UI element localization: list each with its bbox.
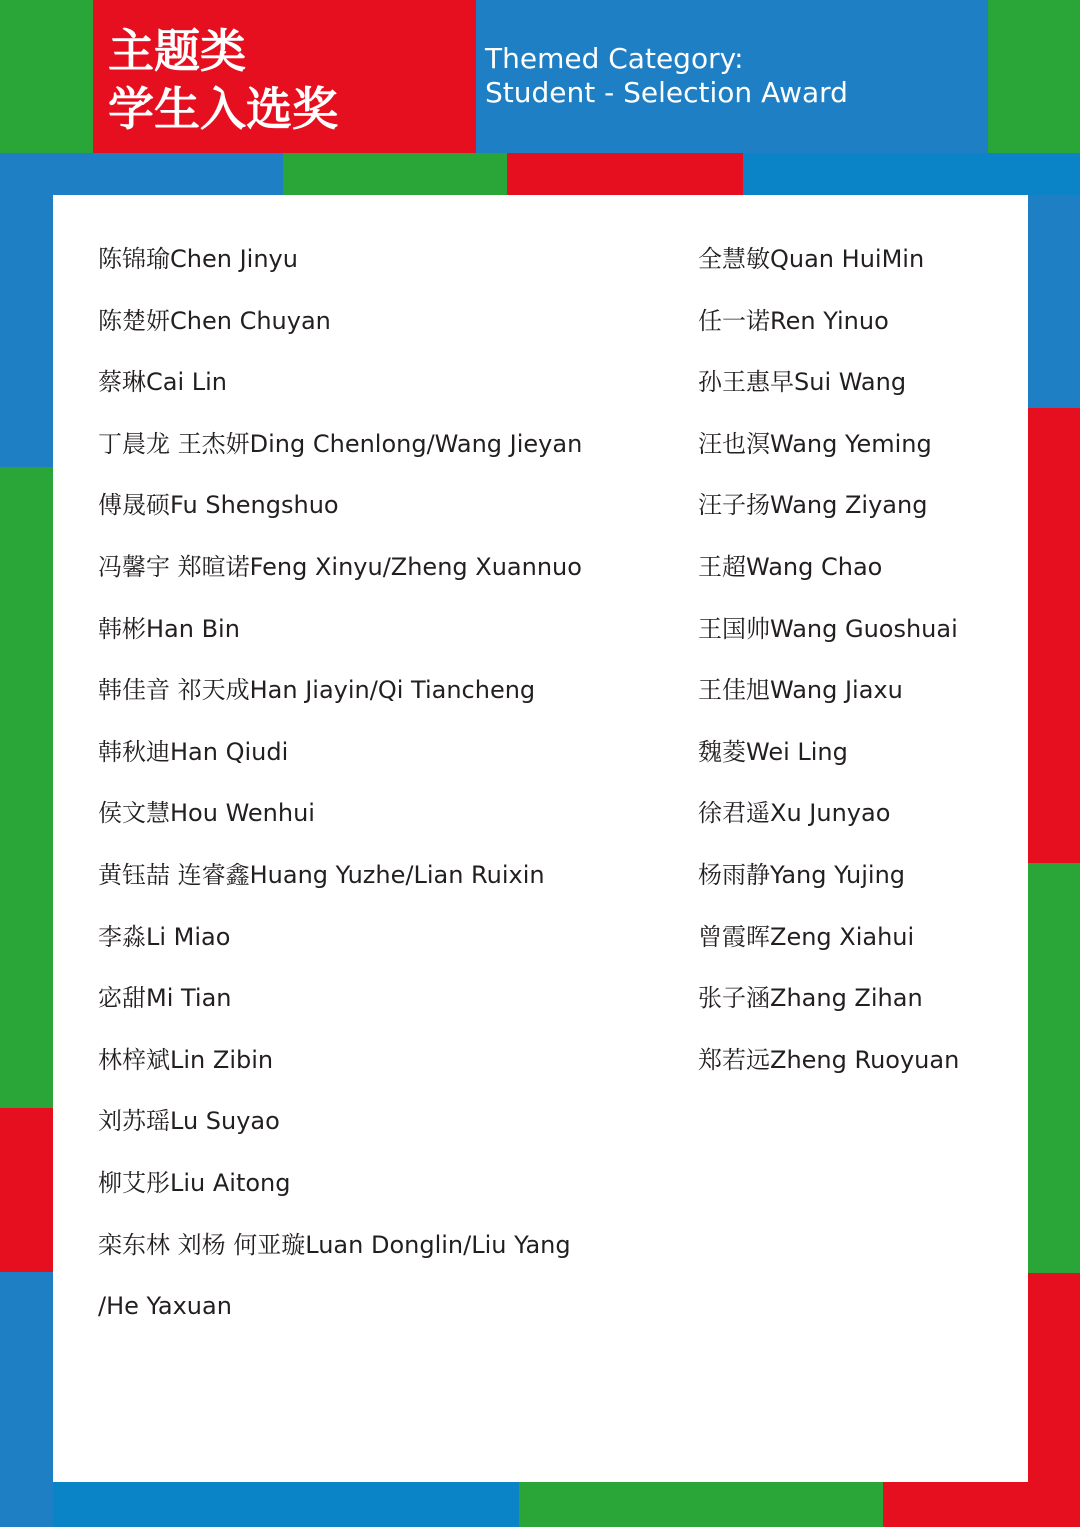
- left-border-red: [0, 1108, 53, 1272]
- list-item: 刘苏瑶Lu Suyao: [98, 1107, 280, 1136]
- header-left-green-block: [0, 0, 93, 153]
- right-border-red-bottom: [1028, 1273, 1080, 1527]
- title-cn-line1: 主题类: [108, 24, 246, 78]
- right-border-blue: [1028, 195, 1080, 408]
- bottom-border-red: [883, 1482, 1028, 1527]
- list-item: 林梓斌Lin Zibin: [98, 1045, 274, 1074]
- list-item: 孙王惠早Sui Wang: [698, 368, 907, 397]
- list-item: 魏菱Wei Ling: [698, 737, 848, 766]
- band-red-block: [507, 153, 743, 195]
- band-green-block: [283, 153, 507, 195]
- names-column-left: [98, 229, 582, 1338]
- list-item: 王国帅Wang Guoshuai: [698, 614, 958, 643]
- names-panel: [53, 195, 1028, 1482]
- list-item: 王超Wang Chao: [698, 552, 883, 581]
- list-item: 丁晨龙 王杰妍Ding Chenlong/Wang Jieyan: [98, 429, 583, 458]
- list-item: 汪子扬Wang Ziyang: [698, 491, 928, 520]
- list-item: 柳艾彤Liu Aitong: [98, 1168, 291, 1197]
- names-column-right: [698, 229, 959, 1091]
- band-blue-block-1: [0, 153, 283, 195]
- list-item: 郑若远Zheng Ruoyuan: [698, 1045, 960, 1074]
- list-item: /He Yaxuan: [98, 1292, 232, 1321]
- header-right-green-block: [988, 0, 1080, 153]
- title-en-line2: Student - Selection Award: [485, 76, 848, 109]
- list-item: 徐君遥Xu Junyao: [698, 799, 891, 828]
- list-item: 蔡琳Cai Lin: [98, 368, 228, 397]
- list-item: 杨雨静Yang Yujing: [698, 860, 906, 889]
- bottom-border-blue: [53, 1482, 519, 1527]
- list-item: 傅晟硕Fu Shengshuo: [98, 491, 339, 520]
- list-item: 宓甜Mi Tian: [98, 984, 232, 1013]
- left-border-blue-top: [0, 195, 53, 467]
- band-blue-block-2: [743, 153, 1080, 195]
- right-border-green: [1028, 863, 1080, 1273]
- list-item: 栾东林 刘杨 何亚璇Luan Donglin/Liu Yang: [98, 1230, 571, 1259]
- right-border-red-top: [1028, 408, 1080, 863]
- list-item: 陈楚妍Chen Chuyan: [98, 306, 331, 335]
- left-border-green: [0, 467, 53, 1108]
- title-english: [485, 42, 848, 110]
- list-item: 张子涵Zhang Zihan: [698, 984, 923, 1013]
- list-item: 陈锦瑜Chen Jinyu: [98, 245, 298, 273]
- list-item: 任一诺Ren Yinuo: [698, 306, 889, 335]
- list-item: 韩佳音 祁天成Han Jiayin/Qi Tiancheng: [98, 676, 536, 705]
- list-item: 韩秋迪Han Qiudi: [98, 737, 289, 766]
- list-item: 侯文慧Hou Wenhui: [98, 799, 315, 828]
- list-item: 韩彬Han Bin: [98, 614, 240, 643]
- title-en-line1: Themed Category:: [485, 42, 744, 75]
- title-cn-line2: 学生入选奖: [108, 82, 338, 136]
- list-item: 曾霞晖Zeng Xiahui: [698, 922, 915, 951]
- list-item: 汪也溟Wang Yeming: [698, 429, 932, 458]
- left-border-blue-bottom: [0, 1272, 53, 1527]
- list-item: 王佳旭Wang Jiaxu: [698, 676, 903, 705]
- title-chinese: [108, 22, 338, 138]
- list-item: 全慧敏Quan HuiMin: [698, 245, 925, 273]
- list-item: 李淼Li Miao: [98, 922, 231, 951]
- bottom-border-green: [519, 1482, 883, 1527]
- list-item: 冯馨宇 郑暄诺Feng Xinyu/Zheng Xuannuo: [98, 552, 582, 581]
- list-item: 黄钰喆 连睿鑫Huang Yuzhe/Lian Ruixin: [98, 860, 545, 889]
